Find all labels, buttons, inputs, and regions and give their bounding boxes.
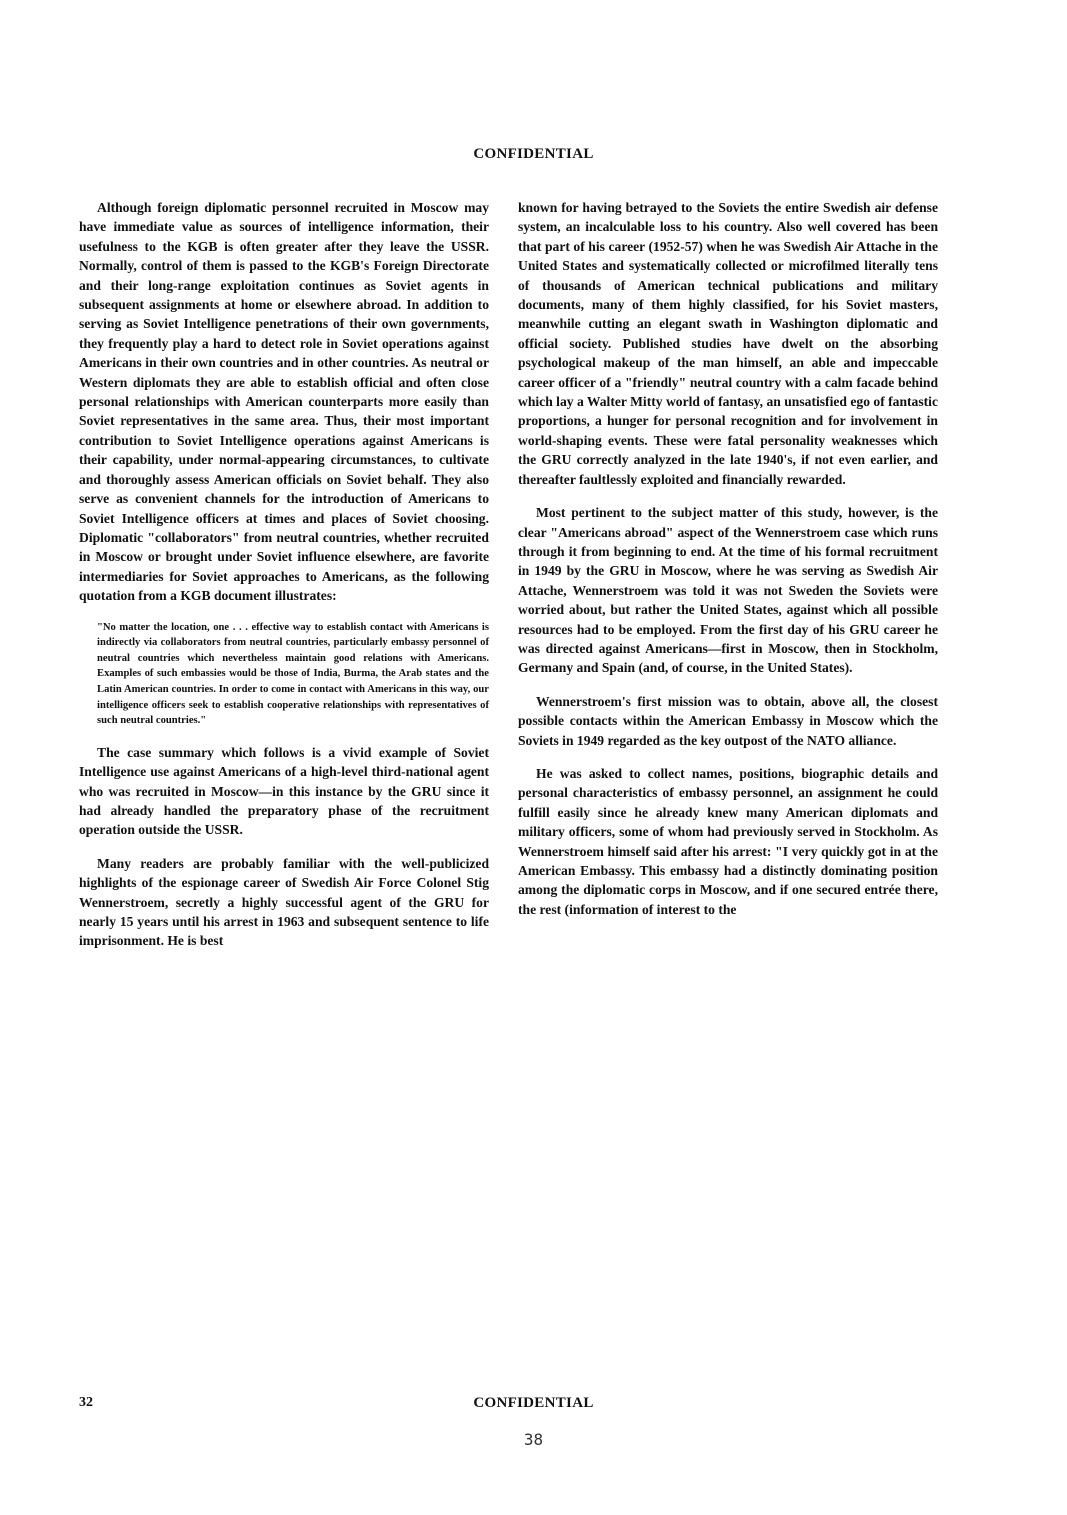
footer-classification: CONFIDENTIAL [473,1395,594,1411]
kgb-quotation: "No matter the location, one . . . effective way to establish contact with Americans is indirectly via collaborators from neutral countries, particularly embassy personnel of neutral countries which nevertheless maintain good relations with Americans. Examples of such embassies would be those of India, Burma, the Arab states and the Latin American countries. In order to come in contact with Americans in this way, our intelligence officers seek to establish cooperative relationships with representatives of such neutral countries." [97,621,489,727]
right-paragraph-3: Wennerstroem's first mission was to obtain, above all, the closest possible contacts within the American Embassy in Moscow which the Soviets in 1949 regarded as the key outpost of the NATO alliance. [518,693,938,748]
right-paragraph-4: He was asked to collect names, positions, biographic details and personal characteristics of embassy personnel, an assignment he could fulfill easily since he already knew many American diplomats and military officers, some of whom had previously served in Stockholm. As Wennerstroem himself said after his arrest: "I very quickly got in at the American Embassy. This embassy had a distinctly dominating position among the diplomatic corps in Moscow, and if one secured entrée there, the rest (information of interest to the [518,765,938,917]
right-paragraph-2: Most pertinent to the subject matter of this study, however, is the clear "Americans abroad" aspect of the Wennerstroem case which runs through it from beginning to end. At the time of his formal recruitment in 1949 by the GRU in Moscow, where he was serving as Swedish Air Attache, Wennerstroem was told it was not Sweden the Soviets were worried about, but rather the United States, against which all possible resources had to be employed. From the first day of his GRU career he was directed against Americans—first in Moscow, then in Stockholm, Germany and Spain (and, of course, in the United States). [518,505,938,676]
page-number: 32 [79,1395,93,1410]
right-paragraph-1: known for having betrayed to the Soviets the entire Swedish air defense system, an incalculable loss to his country. Also well covered has been that part of his career (1952-57) when he was Swedish Air Attache in the United States and systematically collected or microfilmed literally tens of thousands of American technical publications and military documents, many of them highly classified, for his Soviet masters, meanwhile cutting an elegant swath in Washington diplomatic and official society. Published studies have dwelt on the absorbing psychological makeup of the man himself, an able and impeccable career officer of a "friendly" neutral country with a calm facade behind which lay a Walter Mitty world of fantasy, an unsatisfied ego of fantastic proportions, a hunger for personal recognition and for involvement in world-shaping events. These were fatal personality weaknesses which the GRU correctly analyzed in the late 1940's, if not even earlier, and thereafter faultlessly exploited and financially rewarded. [518,200,938,487]
header-classification: CONFIDENTIAL [473,146,594,162]
left-paragraph-2: The case summary which follows is a vivid example of Soviet Intelligence use against Americans of a high-level third-national agent who was recruited in Moscow—in this instance by the GRU since it had already handled the preparatory phase of the recruitment operation outside the USSR. [79,744,489,838]
right-column [518,198,938,933]
left-paragraph-1: Although foreign diplomatic personnel recruited in Moscow may have immediate value as sources of intelligence information, their usefulness to the KGB is often greater after they leave the USSR. Normally, control of them is passed to the KGB's Foreign Directorate and their long-range exploitation continues as Soviet agents in subsequent assignments at home or elsewhere abroad. In addition to serving as Soviet Intelligence penetrations of their own governments, they frequently play a hard to detect role in Soviet operations against Americans in their own countries and in other countries. As neutral or Western diplomats they are able to establish official and often close personal relationships with American counterparts more easily than Soviet representatives in the same area. Thus, their most important contribution to Soviet Intelligence operations against Americans is their capability, under normal-appearing circumstances, to cultivate and thoroughly assess American officials on Soviet behalf. They also serve as convenient channels for the introduction of Americans to Soviet Intelligence officers at times and places of Soviet choosing. Diplomatic "collaborators" from neutral countries, whether recruited in Moscow or brought under Soviet influence elsewhere, are favorite intermediaries for Soviet approaches to Americans, as the following quotation from a KGB document illustrates: [79,200,489,604]
left-paragraph-3: Many readers are probably familiar with the well-publicized highlights of the espionage career of Swedish Air Force Colonel Stig Wennerstroem, secretly a highly successful agent of the GRU for nearly 15 years until his arrest in 1963 and subsequent sentence to life imprisonment. He is best [79,855,489,949]
stamp-number: 38 [523,1430,544,1449]
left-column [79,198,489,965]
